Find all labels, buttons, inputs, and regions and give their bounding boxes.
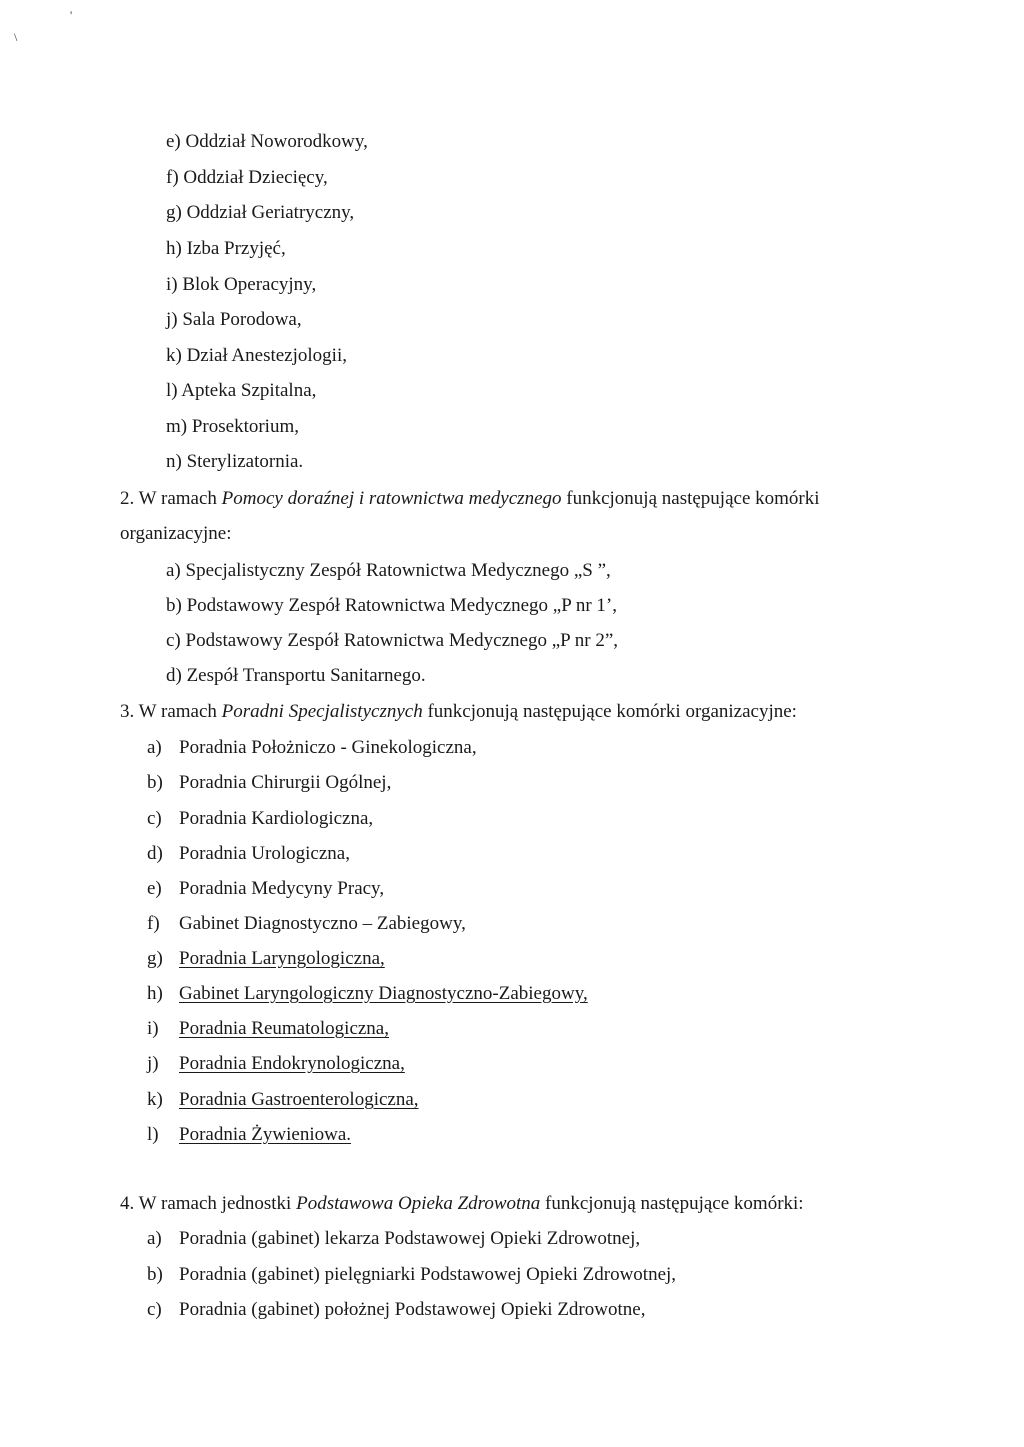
item-text: Poradnia Żywieniowa. bbox=[179, 1124, 352, 1145]
heading-text-after: funkcjonują następujące komórki: bbox=[540, 1193, 804, 1214]
list-item: a) Specjalistyczny Zespół Ratownictwa Medycznego „S ”, bbox=[166, 560, 611, 581]
item-text: Poradnia Chirurgii Ogólnej, bbox=[179, 772, 392, 793]
item-text: Poradnia Urologiczna, bbox=[179, 843, 350, 864]
list-item bbox=[147, 772, 391, 794]
item-text: Poradnia (gabinet) położnej Podstawowej Opieki Zdrowotne, bbox=[179, 1299, 646, 1320]
section2-heading-cont: organizacyjne: bbox=[120, 523, 232, 544]
list-item: i) Blok Operacyjny, bbox=[166, 274, 317, 295]
item-text: Poradnia Kardiologiczna, bbox=[179, 808, 374, 829]
list-item bbox=[147, 948, 385, 970]
item-label: a) bbox=[147, 737, 162, 758]
list-item bbox=[147, 983, 588, 1005]
item-label: j) bbox=[147, 1053, 159, 1074]
item-label: f) bbox=[147, 913, 160, 934]
heading-italic-name: Pomocy doraźnej i ratownictwa medycznego bbox=[221, 488, 562, 509]
heading-text-before: W ramach bbox=[138, 488, 222, 509]
item-text: Poradnia Położniczo - Ginekologiczna, bbox=[179, 737, 477, 758]
list-item: e) Oddział Noworodkowy, bbox=[166, 131, 368, 152]
list-item: d) Zespół Transportu Sanitarnego. bbox=[166, 665, 426, 686]
item-text: Gabinet Laryngologiczny Diagnostyczno-Zabiegowy, bbox=[179, 983, 588, 1004]
section3-heading bbox=[120, 701, 797, 723]
list-item: k) Dział Anestezjologii, bbox=[166, 345, 347, 366]
list-item bbox=[147, 1228, 640, 1250]
list-item bbox=[147, 1089, 419, 1111]
item-text: Poradnia Medycyny Pracy, bbox=[179, 878, 385, 899]
item-text: Poradnia (gabinet) pielęgniarki Podstawowej Opieki Zdrowotnej, bbox=[179, 1264, 677, 1285]
item-text: Poradnia Endokrynologiczna, bbox=[179, 1053, 405, 1074]
list-item bbox=[147, 843, 350, 865]
list-item bbox=[147, 1264, 676, 1286]
item-label: d) bbox=[147, 843, 163, 864]
heading-text-before: W ramach jednostki bbox=[138, 1193, 297, 1214]
item-text: Poradnia Laryngologiczna, bbox=[179, 948, 385, 969]
list-item bbox=[147, 808, 373, 830]
list-item: n) Sterylizatornia. bbox=[166, 451, 304, 472]
section2-heading bbox=[120, 488, 820, 510]
list-item: f) Oddział Dziecięcy, bbox=[166, 167, 328, 188]
item-label: h) bbox=[147, 983, 163, 1004]
item-label: c) bbox=[147, 1299, 162, 1320]
item-text: Poradnia (gabinet) lekarza Podstawowej Opieki Zdrowotnej, bbox=[179, 1228, 641, 1249]
heading-text-after: funkcjonują następujące komórki organizacyjne: bbox=[422, 701, 797, 722]
item-label: e) bbox=[147, 878, 162, 899]
item-label: c) bbox=[147, 808, 162, 829]
item-label: i) bbox=[147, 1018, 159, 1039]
heading-text-after: funkcjonują następujące komórki bbox=[561, 488, 820, 509]
section-number: 4. bbox=[120, 1193, 135, 1214]
list-item: h) Izba Przyjęć, bbox=[166, 238, 286, 259]
list-item: c) Podstawowy Zespół Ratownictwa Medycznego „P nr 2”, bbox=[166, 630, 619, 651]
list-item: b) Podstawowy Zespół Ratownictwa Medycznego „P nr 1’, bbox=[166, 595, 617, 616]
scan-mark-2: \ bbox=[14, 30, 18, 44]
list-item bbox=[147, 1124, 351, 1146]
item-label: l) bbox=[147, 1124, 159, 1145]
list-item: l) Apteka Szpitalna, bbox=[166, 380, 317, 401]
item-label: b) bbox=[147, 1264, 163, 1285]
heading-italic-name: Podstawowa Opieka Zdrowotna bbox=[296, 1193, 541, 1214]
item-text: Poradnia Gastroenterologiczna, bbox=[179, 1089, 419, 1110]
list-item bbox=[147, 737, 477, 759]
section-number: 2. bbox=[120, 488, 135, 509]
item-text: Poradnia Reumatologiczna, bbox=[179, 1018, 389, 1039]
list-item bbox=[147, 1018, 389, 1040]
scan-mark-1: ' bbox=[70, 8, 73, 22]
item-text: Gabinet Diagnostyczno – Zabiegowy, bbox=[179, 913, 466, 934]
list-item: j) Sala Porodowa, bbox=[166, 309, 302, 330]
item-label: g) bbox=[147, 948, 163, 969]
heading-text-before: W ramach bbox=[138, 701, 222, 722]
list-item bbox=[147, 878, 384, 900]
heading-italic-name: Poradni Specjalistycznych bbox=[221, 701, 423, 722]
list-item: g) Oddział Geriatryczny, bbox=[166, 202, 355, 223]
list-item bbox=[147, 1053, 405, 1075]
section4-heading bbox=[120, 1193, 804, 1215]
list-item: m) Prosektorium, bbox=[166, 416, 299, 437]
item-label: b) bbox=[147, 772, 163, 793]
item-label: a) bbox=[147, 1228, 162, 1249]
item-label: k) bbox=[147, 1089, 163, 1110]
section-number: 3. bbox=[120, 701, 135, 722]
list-item bbox=[147, 1299, 645, 1321]
list-item bbox=[147, 913, 466, 935]
